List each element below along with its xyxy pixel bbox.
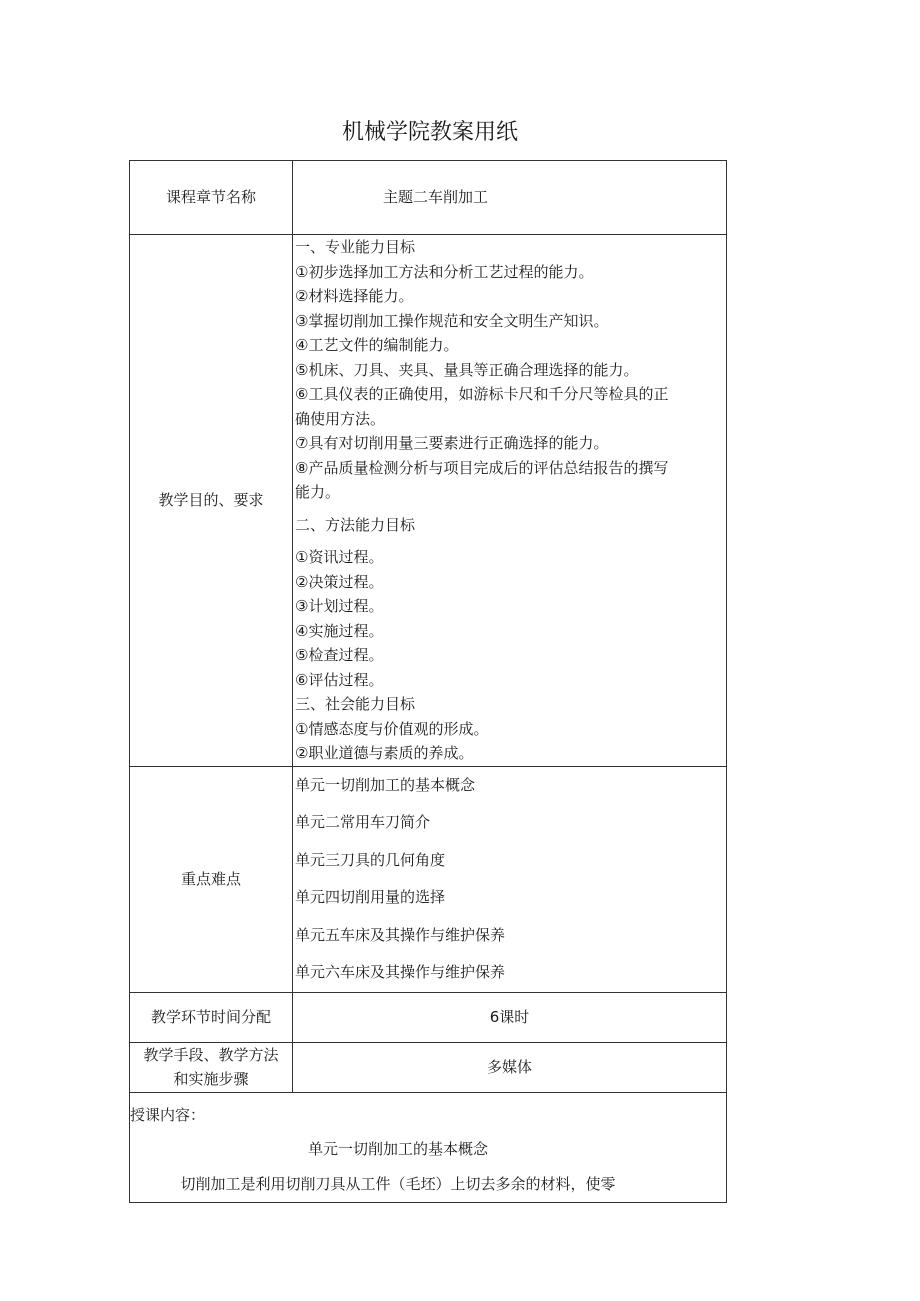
objective-item: 能力。 bbox=[295, 483, 341, 501]
method-row bbox=[130, 1042, 727, 1092]
lecture-row bbox=[130, 1092, 727, 1202]
focus-item: 单元一切削加工的基本概念 bbox=[295, 775, 476, 794]
objective-item: 确使用方法。 bbox=[295, 409, 386, 428]
objectives-heading: 三、社会能力目标 bbox=[295, 695, 416, 713]
objective-item: ⑥评估过程。 bbox=[295, 670, 384, 689]
method-value: 多媒体 bbox=[293, 1042, 727, 1092]
focus-item: 单元四切削用量的选择 bbox=[295, 888, 446, 906]
objectives-row bbox=[130, 235, 727, 767]
objective-item: ②决策过程。 bbox=[295, 572, 384, 591]
lesson-plan-table bbox=[129, 160, 727, 1203]
objectives-content bbox=[293, 235, 727, 767]
objective-item: ③掌握切削加工操作规范和安全文明生产知识。 bbox=[295, 311, 609, 330]
method-label-line: 和实施步骤 bbox=[173, 1070, 249, 1088]
chapter-value: 主题二车削加工 bbox=[383, 188, 489, 207]
objective-item: ⑦具有对切削用量三要素进行正确选择的能力。 bbox=[295, 434, 609, 452]
objective-item: ①资讯过程。 bbox=[295, 548, 384, 566]
focus-row bbox=[130, 766, 727, 992]
method-label bbox=[130, 1042, 293, 1092]
objective-item: ②职业道德与素质的养成。 bbox=[295, 744, 474, 762]
chapter-label: 课程章节名称 bbox=[130, 161, 293, 235]
objective-item: ①初步选择加工方法和分析工艺过程的能力。 bbox=[295, 262, 594, 281]
objective-item: ④实施过程。 bbox=[295, 621, 384, 640]
time-label: 教学环节时间分配 bbox=[130, 992, 293, 1042]
objective-item: ⑧产品质量检测分析与项目完成后的评估总结报告的撰写 bbox=[295, 458, 669, 477]
method-label-line: 教学手段、教学方法 bbox=[143, 1045, 279, 1064]
focus-item: 单元六车床及其操作与维护保养 bbox=[295, 963, 506, 981]
objective-item: ②材料选择能力。 bbox=[295, 287, 414, 305]
focus-content bbox=[293, 766, 727, 992]
page-title: 机械学院教案用纸 bbox=[341, 120, 518, 145]
time-row bbox=[130, 992, 727, 1042]
chapter-value-cell bbox=[293, 161, 727, 235]
objectives-heading: 二、方法能力目标 bbox=[295, 515, 416, 534]
chapter-row bbox=[130, 161, 727, 235]
focus-item: 单元二常用车刀简介 bbox=[295, 813, 431, 831]
objective-item: ⑤检查过程。 bbox=[295, 646, 384, 664]
time-value: 6课时 bbox=[293, 992, 727, 1042]
objective-item: ⑥工具仪表的正确使用，如游标卡尺和千分尺等检具的正 bbox=[295, 385, 669, 403]
objective-item: ①情感态度与价值观的形成。 bbox=[295, 719, 489, 738]
lecture-text: 切削加工是利用切削刀具从工件（毛坯）上切去多余的材料，使零 bbox=[180, 1174, 616, 1193]
lecture-label: 授课内容： bbox=[130, 1105, 206, 1124]
objective-item: ③计划过程。 bbox=[295, 597, 384, 615]
lecture-unit-title: 单元一切削加工的基本概念 bbox=[307, 1140, 488, 1158]
objective-item: ④工艺文件的编制能力。 bbox=[295, 336, 459, 354]
focus-label: 重点难点 bbox=[130, 766, 293, 992]
objectives-heading: 一、专业能力目标 bbox=[295, 238, 416, 256]
focus-item: 单元五车床及其操作与维护保养 bbox=[295, 925, 506, 944]
objective-item: ⑤机床、刀具、夹具、量具等正确合理选择的能力。 bbox=[295, 360, 639, 379]
focus-item: 单元三刀具的几何角度 bbox=[295, 850, 446, 869]
lecture-content bbox=[130, 1092, 727, 1202]
objectives-label: 教学目的、要求 bbox=[130, 235, 293, 767]
